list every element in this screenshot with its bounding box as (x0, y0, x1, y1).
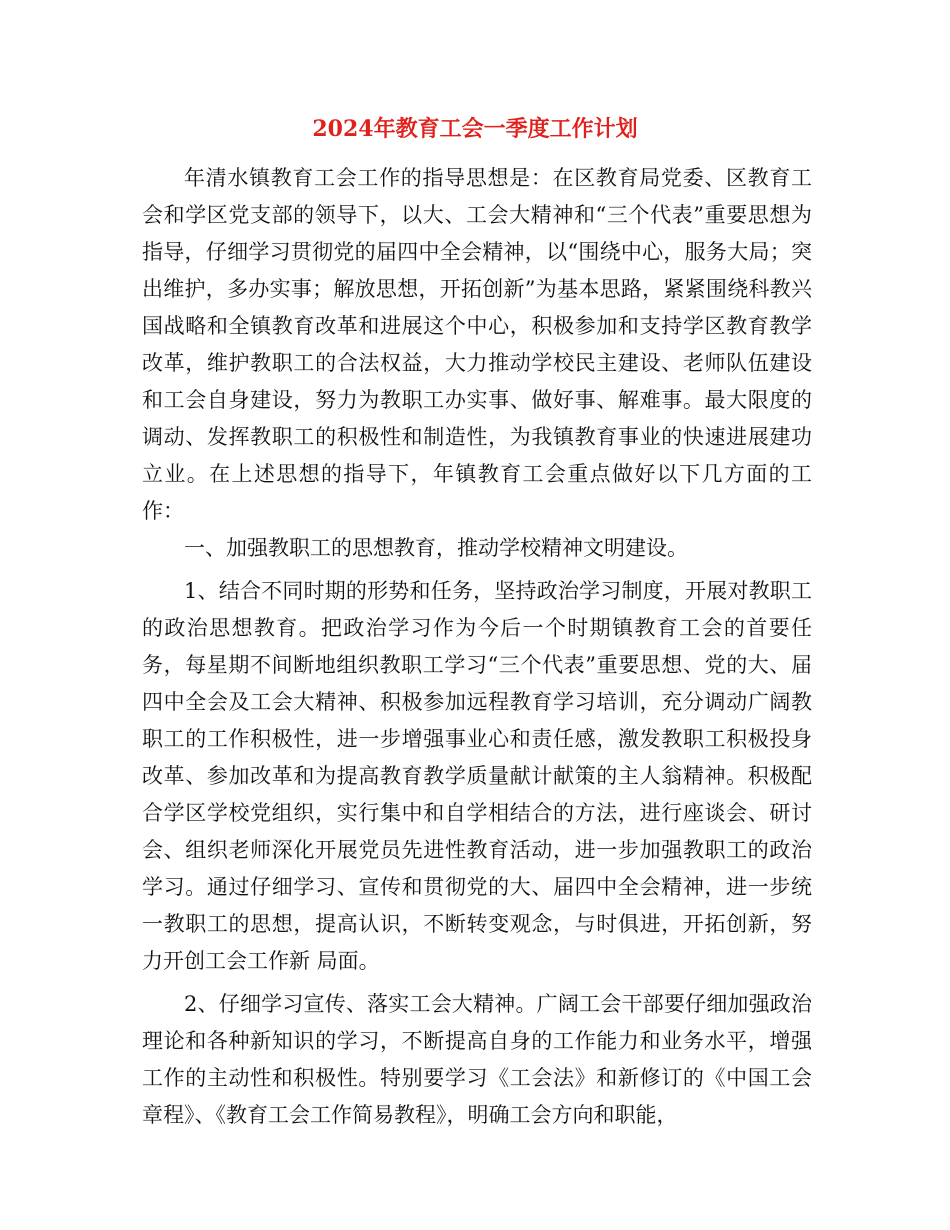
paragraph-item-1: 1、结合不同时期的形势和任务，坚持政治学习制度，开展对教职工的政治思想教育。把政治学习作为今后一个时期镇教育工会的首要任务，每星期不间断地组织教职工学习“三个代表”重要思想、党的大、届四中全会及工会大精神、积极参加远程教育学习培训，充分调动广阔教职工的工作积极性，进一步增强事业心和责任感，激发教职工积极投身改革、参加改革和为提高教育教学质量献计献策的主人翁精神。积极配合学区学校党组织，实行集中和自学相结合的方法，进行座谈会、研讨会、组织老师深化开展党员先进性教育活动，进一步加强教职工的政治学习。通过仔细学习、宣传和贯彻党的大、届四中全会精神，进一步统一教职工的思想，提高认识，不断转变观念，与时俱进，开拓创新，努力开创工会工作新 局面。 (142, 579, 812, 973)
paragraph-item-2: 2、仔细学习宣传、落实工会大精神。广阔工会干部要仔细加强政治理论和各种新知识的学习，不断提高自身的工作能力和业务水平，增强工作的主动性和积极性。特别要学习《工会法》和新修订的《中国工会章程》、《教育工会工作简易教程》，明确工会方向和职能， (142, 992, 812, 1127)
section-heading-1: 一、加强教职工的思想教育，推动学校精神文明建设。 (184, 536, 688, 560)
paragraph-guiding-ideology: 年清水镇教育工会工作的指导思想是：在区教育局党委、区教育工会和学区党支部的领导下，以大、工会大精神和“三个代表”重要思想为指导，仔细学习贯彻党的届四中全会精神，以“围绕中心，服务大局；突出维护，多办实事；解放思想，开拓创新”为基本思路，紧紧围绕科教兴国战略和全镇教育改革和进展这个中心，积极参加和支持学区教育教学改革，维护教职工的合法权益，大力推动学校民主建设、老师队伍建设和工会自身建设，努力为教职工办实事、做好事、解难事。最大限度的调动、发挥教职工的积极性和制造性，为我镇教育事业的快速进展建功立业。在上述思想的指导下，年镇教育工会重点做好以下几方面的工作： (142, 166, 812, 523)
document-body (142, 160, 812, 1134)
document-title: 2024年教育工会一季度工作计划 (312, 116, 638, 142)
